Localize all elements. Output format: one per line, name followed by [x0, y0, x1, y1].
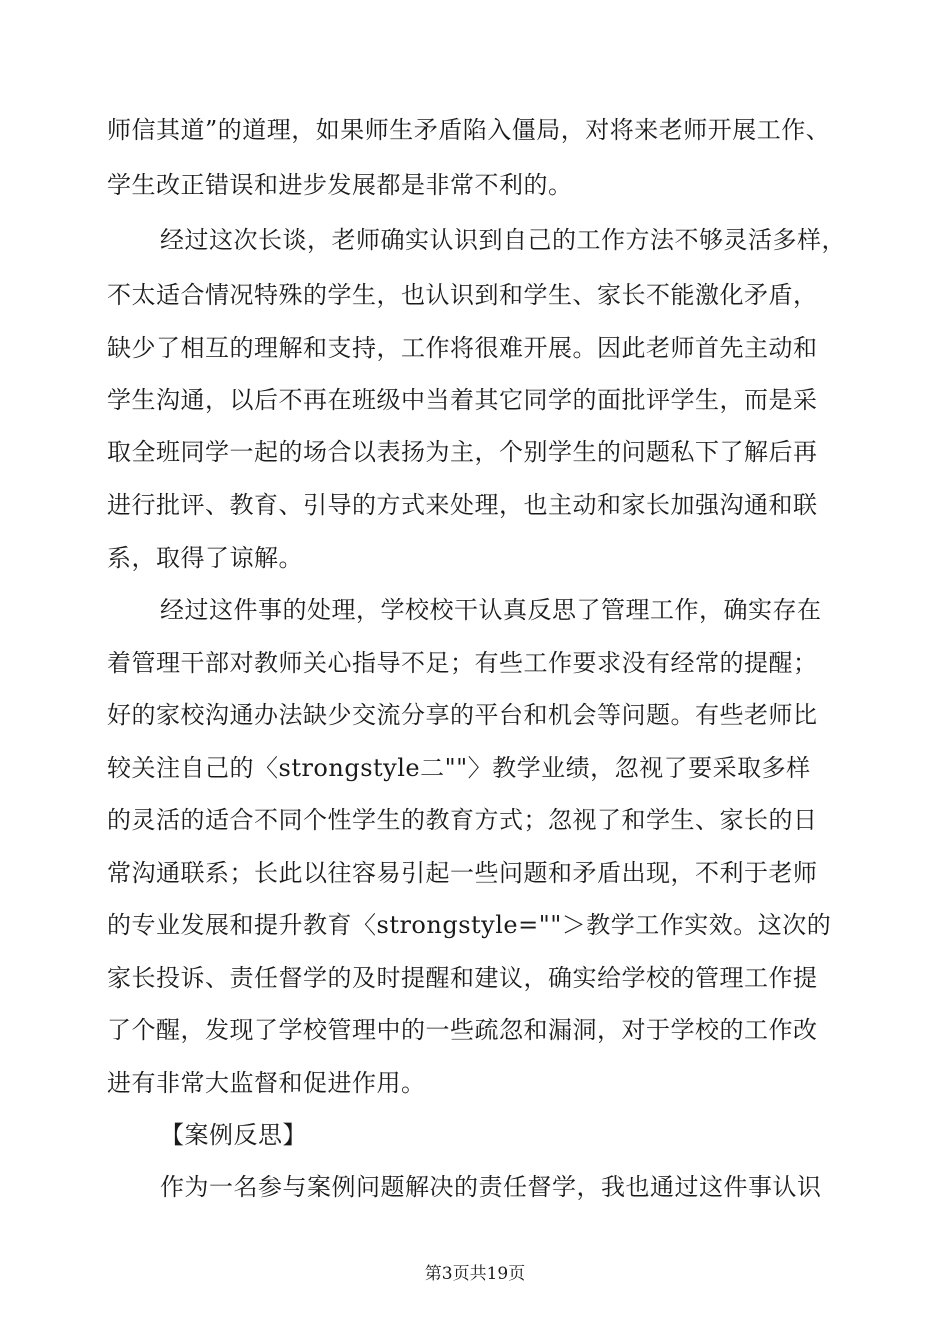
body-text-line: 学生沟通，以后不再在班级中当着其它同学的面批评学生，而是采 — [107, 386, 818, 414]
body-text-line: 的灵活的适合不同个性学生的教育方式；忽视了和学生、家长的日 — [107, 806, 818, 834]
page-number-footer: 第3页共19页 — [424, 1264, 526, 1284]
body-text-line: 常沟通联系；长此以往容易引起一些问题和矛盾出现，不利于老师 — [107, 859, 818, 887]
body-text-line: 家长投诉、责任督学的及时提醒和建议，确实给学校的管理工作提 — [107, 964, 818, 992]
body-text-line: 不太适合情况特殊的学生，也认识到和学生、家长不能激化矛盾， — [107, 281, 818, 309]
paragraph-first-line: 经过这件事的处理，学校校干认真反思了管理工作，确实存在 — [160, 596, 822, 624]
body-text-line: 师信其道”的道理，如果师生矛盾陷入僵局，对将来老师开展工作、 — [107, 116, 831, 144]
body-text-line: 的专业发展和提升教育〈strongstyle=""＞教学工作实效。这次的 — [107, 911, 832, 939]
body-text-line: 学生改正错误和进步发展都是非常不利的。 — [107, 171, 573, 199]
body-text-line: 进有非常大监督和促进作用。 — [107, 1069, 426, 1097]
section-heading: 【案例反思】 — [160, 1121, 307, 1149]
body-text-line: 进行批评、教育、引导的方式来处理，也主动和家长加强沟通和联 — [107, 491, 818, 519]
body-text-line: 了个醒，发现了学校管理中的一些疏忽和漏洞，对于学校的工作改 — [107, 1016, 818, 1044]
body-text-line: 着管理干部对教师关心指导不足；有些工作要求没有经常的提醒； — [107, 649, 818, 677]
body-text-line: 系，取得了谅解。 — [107, 544, 303, 572]
body-text-line: 缺少了相互的理解和支持，工作将很难开展。因此老师首先主动和 — [107, 334, 818, 362]
body-text-line: 取全班同学一起的场合以表扬为主，个别学生的问题私下了解后再 — [107, 438, 818, 466]
body-text-line: 较关注自己的〈strongstyle二""〉教学业绩，忽视了要采取多样 — [107, 754, 811, 782]
paragraph-first-line: 经过这次长谈，老师确实认识到自己的工作方法不够灵活多样， — [160, 226, 846, 254]
paragraph-first-line: 作为一名参与案例问题解决的责任督学，我也通过这件事认识 — [160, 1173, 822, 1201]
body-text-line: 好的家校沟通办法缺少交流分享的平台和机会等问题。有些老师比 — [107, 701, 818, 729]
